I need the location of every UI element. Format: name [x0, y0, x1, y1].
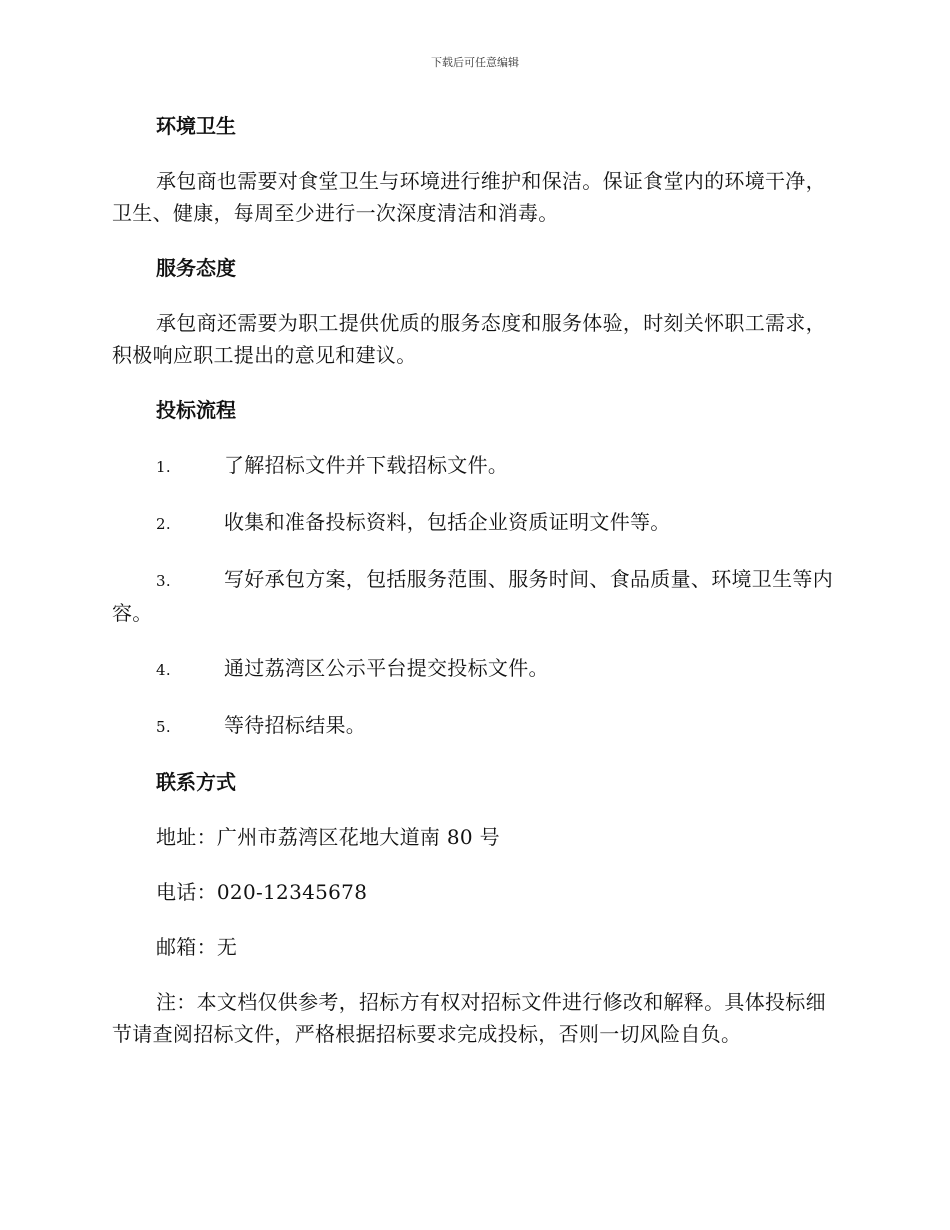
contact-email: 邮箱：无 [156, 935, 238, 959]
list-item-number: 1. [156, 458, 171, 476]
list-item [112, 449, 838, 483]
page-header-note: 下载后可任意编辑 [431, 56, 519, 69]
list-item-text: 写好承包方案，包括服务范围、服务时间、食品质量、环境卫生等内容。 [112, 567, 833, 625]
list-item-text: 等待招标结果。 [224, 713, 367, 737]
section-title-service: 服务态度 [156, 256, 236, 280]
contact-phone: 电话：020-12345678 [156, 880, 368, 904]
section-body-hygiene: 承包商也需要对食堂卫生与环境进行维护和保洁。保证食堂内的环境干净，卫生、健康，每周至少进行一次深度清洁和消毒。 [112, 169, 826, 225]
list-item-number: 4. [156, 661, 171, 679]
list-item [112, 652, 838, 686]
list-item-number: 5. [156, 718, 171, 736]
list-item [112, 563, 838, 629]
list-item-number: 3. [156, 572, 171, 590]
section-title-contact: 联系方式 [156, 770, 236, 794]
section-body-service: 承包商还需要为职工提供优质的服务态度和服务体验，时刻关怀职工需求，积极响应职工提出的意见和建议。 [112, 311, 826, 367]
disclaimer-note: 注：本文档仅供参考，招标方有权对招标文件进行修改和解释。具体投标细节请查阅招标文件，严格根据招标要求完成投标，否则一切风险自负。 [112, 990, 826, 1046]
section-title-process: 投标流程 [156, 398, 236, 422]
list-item [112, 709, 838, 743]
document-body [112, 110, 838, 1073]
list-item [112, 506, 838, 540]
contact-address: 地址：广州市荔湾区花地大道南 80 号 [156, 825, 500, 849]
section-title-hygiene: 环境卫生 [156, 114, 236, 138]
list-item-number: 2. [156, 515, 171, 533]
list-item-text: 了解招标文件并下载招标文件。 [224, 453, 509, 477]
list-item-text: 收集和准备投标资料，包括企业资质证明文件等。 [224, 510, 671, 534]
list-item-text: 通过荔湾区公示平台提交投标文件。 [224, 656, 549, 680]
